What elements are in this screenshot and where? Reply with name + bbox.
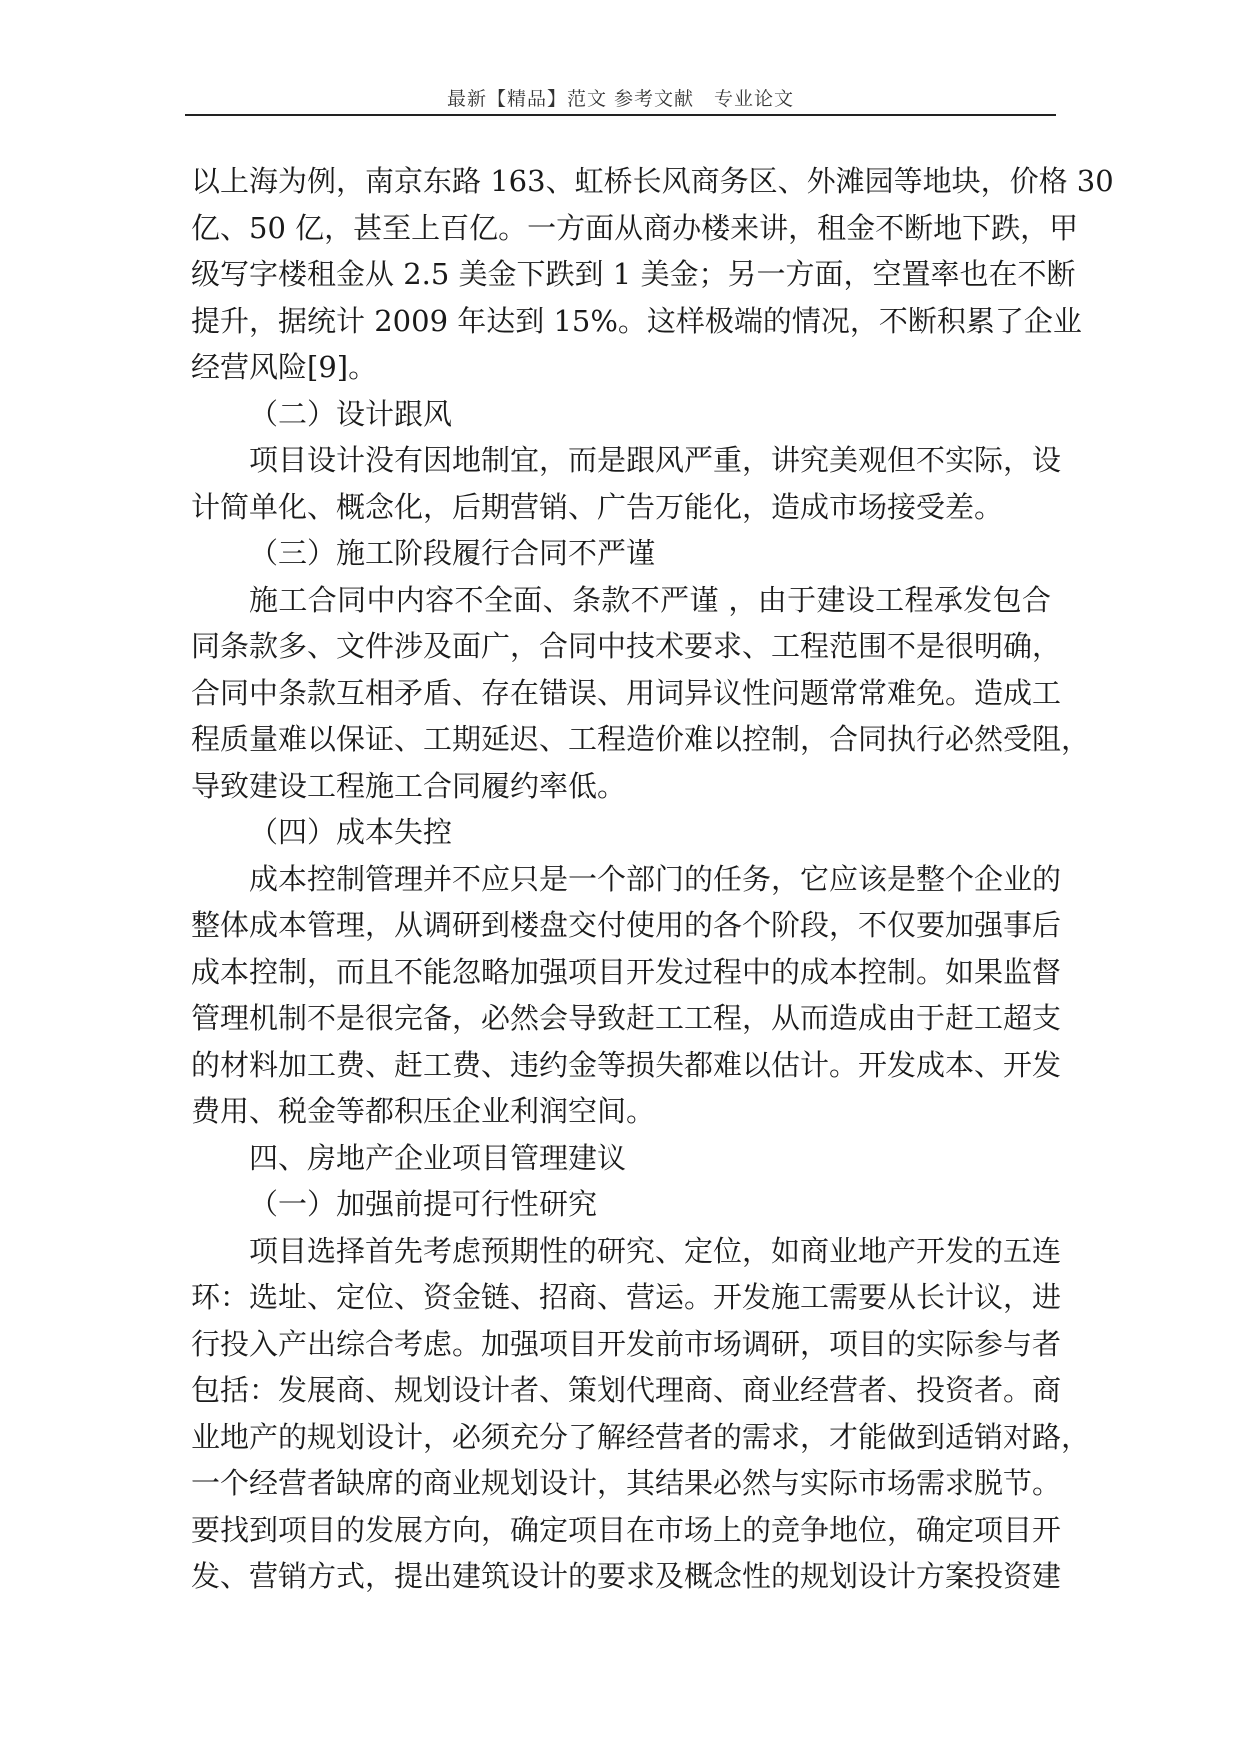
section-heading: （二）设计跟风 [249, 396, 453, 431]
text-line: 一个经营者缺席的商业规划设计，其结果必然与实际市场需求脱节。 [191, 1466, 1062, 1500]
text-line: 管理机制不是很完备，必然会导致赶工工程，从而造成由于赶工超支 [191, 1001, 1062, 1035]
text-line: 经营风险[9]。 [191, 350, 378, 384]
text-line: 导致建设工程施工合同履约率低。 [191, 768, 627, 803]
text-line: 包括：发展商、规划设计者、策划代理商、商业经营者、投资者。商 [191, 1373, 1062, 1407]
text-line: 程质量难以保证、工期延迟、工程造价难以控制，合同执行必然受阻， [191, 722, 1091, 756]
text-line: 提升，据统计 2009 年达到 15%。这样极端的情况，不断积累了企业 [191, 303, 1082, 338]
section-heading: （三）施工阶段履行合同不严谨 [249, 536, 656, 570]
text-line: 级写字楼租金从 2.5 美金下跌到 1 美金；另一方面，空置率也在不断 [191, 257, 1076, 291]
text-line: 业地产的规划设计，必须充分了解经营者的需求，才能做到适销对路， [191, 1419, 1091, 1454]
text-line: 环：选址、定位、资金链、招商、营运。开发施工需要从长计议，进 [191, 1280, 1062, 1314]
page-header: 最新【精品】范文 参考文献 专业论文 [446, 88, 795, 110]
text-line: 费用、税金等都积压企业利润空间。 [191, 1094, 656, 1128]
text-line: 行投入产出综合考虑。加强项目开发前市场调研，项目的实际参与者 [191, 1326, 1062, 1361]
text-line: 计简单化、概念化，后期营销、广告万能化，造成市场接受差。 [191, 489, 1004, 524]
section-heading: （四）成本失控 [249, 815, 453, 849]
section-heading: 四、房地产企业项目管理建议 [249, 1140, 627, 1175]
text-line: 要找到项目的发展方向，确定项目在市场上的竞争地位，确定项目开 [191, 1512, 1062, 1547]
body-text [191, 158, 1114, 1600]
text-line: 同条款多、文件涉及面广，合同中技术要求、工程范围不是很明确， [191, 629, 1062, 663]
text-line: 施工合同中内容不全面、条款不严谨 ，由于建设工程承发包合 [249, 582, 1051, 617]
text-line: 以上海为例，南京东路 163、虹桥长风商务区、外滩园等地块，价格 30 [191, 164, 1114, 198]
text-line: 项目设计没有因地制宜，而是跟风严重，讲究美观但不实际，设 [249, 443, 1062, 477]
text-line: 发、营销方式，提出建筑设计的要求及概念性的规划设计方案投资建 [191, 1559, 1062, 1593]
text-line: 亿、50 亿，甚至上百亿。一方面从商办楼来讲，租金不断地下跌，甲 [191, 210, 1079, 245]
header-divider [185, 114, 1056, 116]
text-line: 成本控制，而且不能忽略加强项目开发过程中的成本控制。如果监督 [191, 954, 1062, 989]
text-line: 项目选择首先考虑预期性的研究、定位，如商业地产开发的五连 [249, 1233, 1062, 1268]
text-line: 整体成本管理，从调研到楼盘交付使用的各个阶段，不仅要加强事后 [191, 908, 1062, 942]
section-heading: （一）加强前提可行性研究 [249, 1187, 598, 1221]
text-line: 合同中条款互相矛盾、存在错误、用词异议性问题常常难免。造成工 [191, 675, 1062, 710]
text-line: 成本控制管理并不应只是一个部门的任务，它应该是整个企业的 [249, 861, 1062, 896]
text-line: 的材料加工费、赶工费、违约金等损失都难以估计。开发成本、开发 [191, 1047, 1062, 1082]
